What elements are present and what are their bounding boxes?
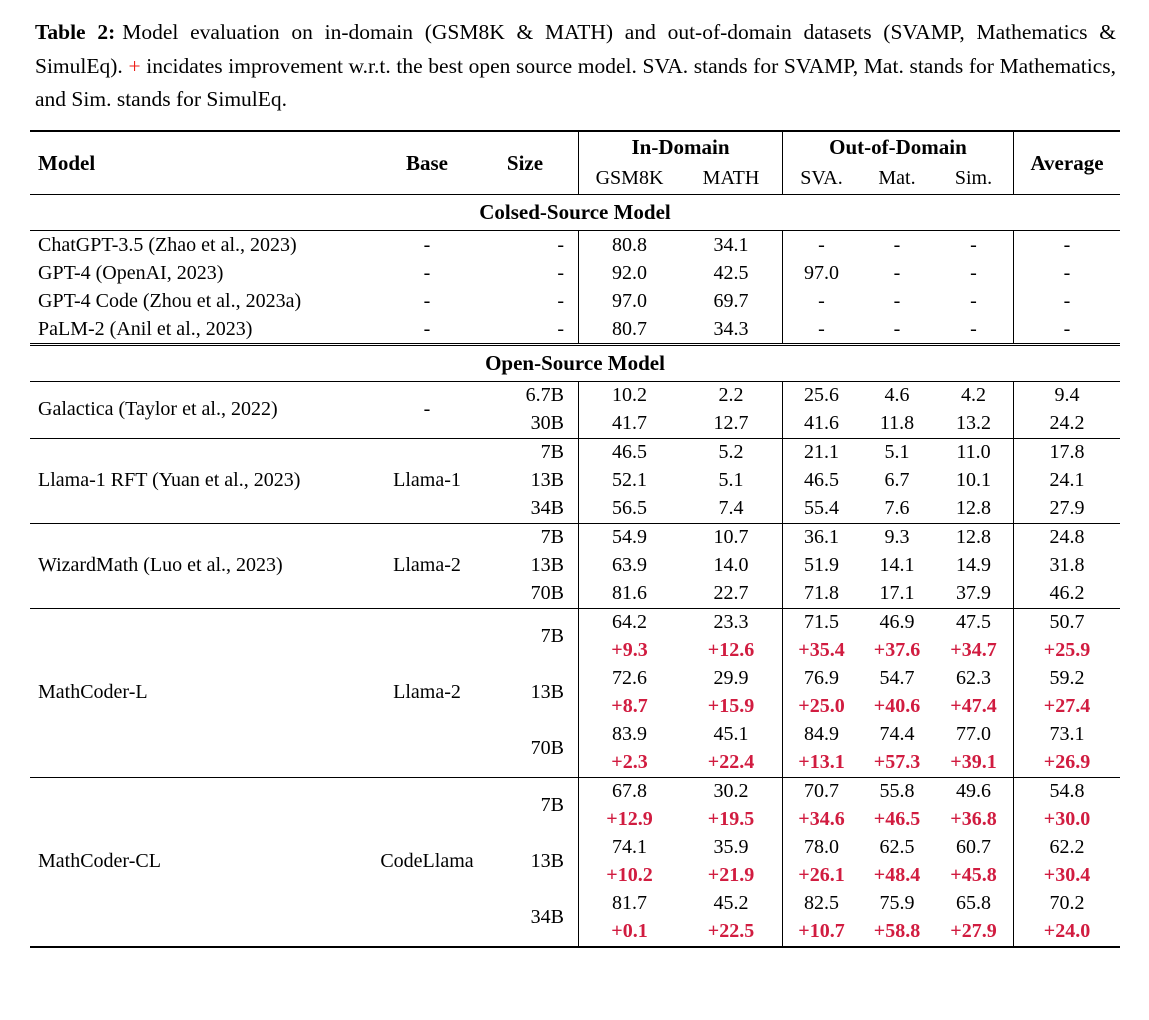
cell-model: ChatGPT-3.5 (Zhao et al., 2023) [38,233,297,256]
cell-gsm8k: 74.1 [578,834,680,862]
cell-delta-sim: +34.7 [950,639,997,661]
cell-sim: - [970,233,977,256]
cell-delta-mat: +48.4 [873,864,921,886]
cell-math: 5.2 [718,441,744,463]
cell-gsm8k: 72.6 [578,665,680,693]
cell-size: - [557,317,564,340]
cell-model: GPT-4 (OpenAI, 2023) [38,261,224,284]
cell-average: 73.1 [1013,721,1120,749]
cell-size: 13B [530,681,564,703]
cell-sva: 97.0 [782,259,860,287]
cell-mat: 4.6 [884,384,910,406]
cell-delta-mat: +46.5 [873,808,921,830]
cell-size: 34B [530,497,564,519]
cell-base: Llama-2 [393,554,461,576]
cell-delta-mat: +58.8 [873,920,921,942]
cell-sva: 46.5 [782,467,860,495]
cell-gsm8k: 92.0 [578,259,680,287]
cell-average: 50.7 [1013,609,1120,637]
cell-sim: 37.9 [956,582,991,604]
results-table [30,130,1120,949]
cell-sim: - [970,289,977,312]
cell-mat: 17.1 [879,582,915,604]
cell-math: 14.0 [713,554,749,576]
cell-delta-mat: +37.6 [873,639,921,661]
cell-size: 6.7B [525,384,564,406]
cell-gsm8k: 67.8 [578,778,680,806]
table-header-row [30,132,1120,194]
cell-gsm8k: 54.9 [578,524,680,552]
cell-size: 13B [530,469,564,491]
cell-sim: 10.1 [956,469,991,491]
cell-delta-math: +12.6 [707,639,755,661]
caption-label: Table 2: [35,20,116,44]
header-average: Average [1013,132,1120,194]
cell-sim: 14.9 [956,554,991,576]
closed-source-rows [30,231,1120,343]
cell-sva: 36.1 [782,524,860,552]
cell-sim: 77.0 [956,723,991,745]
cell-delta-sim: +47.4 [950,695,997,717]
cell-gsm8k: 10.2 [578,382,680,410]
cell-math: 2.2 [718,384,744,406]
cell-model: MathCoder-L [38,681,148,703]
cell-sva: 71.5 [782,609,860,637]
cell-base: - [423,289,431,312]
cell-delta-gsm8k: +8.7 [578,693,680,721]
header-in-domain: In-Domain [578,132,782,162]
group-mathcoder-l [30,609,1120,777]
cell-size: - [557,233,564,256]
cell-gsm8k: 80.8 [578,231,680,259]
group-mathcoder-cl [30,778,1120,946]
cell-math: 42.5 [713,261,749,284]
cell-size: 70B [530,737,564,759]
cell-math: 30.2 [713,780,749,802]
cell-sim: 60.7 [956,836,991,858]
cell-sva: 84.9 [782,721,860,749]
cell-math: 5.1 [718,469,744,491]
cell-average: 24.2 [1013,410,1120,438]
cell-mat: 46.9 [879,611,915,633]
cell-size: 7B [540,625,564,647]
cell-average: 62.2 [1013,834,1120,862]
cell-mat: - [893,289,901,312]
cell-delta-sva: +13.1 [782,749,860,777]
cell-mat: 14.1 [879,554,915,576]
cell-delta-math: +22.5 [707,920,755,942]
cell-mat: 74.4 [879,723,915,745]
cell-size: 30B [530,412,564,434]
cell-math: 7.4 [718,497,744,519]
cell-sim: - [970,261,977,284]
cell-mat: 7.6 [884,497,910,519]
cell-size: 7B [540,526,564,548]
cell-mat: - [893,261,901,284]
header-base: Base [406,150,448,175]
cell-average: 17.8 [1013,439,1120,467]
cell-gsm8k: 97.0 [578,287,680,315]
cell-model: Galactica (Taylor et al., 2022) [38,398,278,420]
cell-gsm8k: 46.5 [578,439,680,467]
cell-base: Llama-2 [393,681,461,703]
cell-delta-sim: +39.1 [950,751,997,773]
cell-sva: - [782,231,860,259]
cell-average: 27.9 [1013,495,1120,523]
table-caption [35,16,1116,117]
cell-sva: 21.1 [782,439,860,467]
cell-sim: 49.6 [956,780,991,802]
cell-base: - [423,233,431,256]
header-sva: SVA. [782,162,860,194]
cell-average: 24.8 [1013,524,1120,552]
cell-math: 29.9 [713,667,749,689]
closed-source-section-title: Colsed-Source Model [479,200,671,224]
caption-text-before-plus: Model evaluation on in-domain (GSM8K & MATH) and out-of-domain datasets (SVAMP, Mathematics & SimulEq). [35,20,1117,78]
cell-delta-sim: +36.8 [950,808,997,830]
cell-delta-average: +26.9 [1013,749,1120,777]
cell-math: 34.3 [713,317,749,340]
cell-delta-sim: +27.9 [950,920,997,942]
cell-delta-average: +27.4 [1013,693,1120,721]
cell-model: MathCoder-CL [38,850,161,872]
cell-delta-sva: +25.0 [782,693,860,721]
cell-gsm8k: 81.7 [578,890,680,918]
cell-average: - [1013,231,1120,259]
cell-mat: 9.3 [884,526,910,548]
cell-size: 7B [540,794,564,816]
cell-size: 7B [540,441,564,463]
cell-average: - [1013,287,1120,315]
bottom-rule [30,946,1120,949]
cell-math: 45.1 [713,723,749,745]
cell-average: 46.2 [1013,580,1120,608]
cell-sva: 76.9 [782,665,860,693]
cell-base: CodeLlama [380,850,474,872]
cell-delta-sva: +34.6 [782,806,860,834]
cell-delta-math: +15.9 [707,695,755,717]
header-size: Size [506,150,544,175]
cell-gsm8k: 63.9 [578,552,680,580]
cell-mat: 75.9 [879,892,915,914]
group-llama1-rft [30,439,1120,523]
cell-sim: - [970,317,977,340]
cell-delta-gsm8k: +0.1 [578,918,680,946]
cell-gsm8k: 80.7 [578,315,680,343]
cell-average: 9.4 [1013,382,1120,410]
cell-gsm8k: 64.2 [578,609,680,637]
cell-size: 13B [530,850,564,872]
cell-mat: 5.1 [884,441,910,463]
cell-delta-sva: +35.4 [782,637,860,665]
cell-average: - [1013,315,1120,343]
cell-sim: 62.3 [956,667,991,689]
cell-delta-math: +22.4 [707,751,755,773]
cell-average: - [1013,259,1120,287]
cell-base: - [423,317,431,340]
cell-math: 23.3 [713,611,749,633]
cell-gsm8k: 56.5 [578,495,680,523]
cell-size: 34B [530,906,564,928]
cell-model: Llama-1 RFT (Yuan et al., 2023) [38,469,301,491]
cell-delta-gsm8k: +12.9 [578,806,680,834]
cell-mat: 62.5 [879,836,915,858]
cell-math: 34.1 [713,233,749,256]
header-sim: Sim. [954,166,993,189]
group-galactica [30,382,1120,438]
cell-sva: 25.6 [782,382,860,410]
cell-average: 54.8 [1013,778,1120,806]
cell-sva: 70.7 [782,778,860,806]
cell-delta-math: +19.5 [707,808,755,830]
cell-sim: 4.2 [961,384,986,406]
cell-gsm8k: 83.9 [578,721,680,749]
cell-mat: 55.8 [879,780,915,802]
cell-mat: 11.8 [879,412,915,434]
cell-mat: 6.7 [884,469,910,491]
header-out-of-domain: Out-of-Domain [782,132,1013,162]
cell-sva: 51.9 [782,552,860,580]
cell-model: PaLM-2 (Anil et al., 2023) [38,317,253,340]
header-math: MATH [702,166,760,189]
cell-delta-mat: +57.3 [873,751,921,773]
cell-delta-sva: +10.7 [782,918,860,946]
cell-delta-average: +25.9 [1013,637,1120,665]
cell-model: WizardMath (Luo et al., 2023) [38,554,283,576]
cell-mat: - [893,317,901,340]
cell-sva: - [782,287,860,315]
cell-sim: 65.8 [956,892,991,914]
header-mat: Mat. [878,166,916,189]
cell-average: 59.2 [1013,665,1120,693]
open-source-section-title: Open-Source Model [485,350,665,375]
cell-sim: 13.2 [956,412,991,434]
cell-delta-sim: +45.8 [950,864,997,886]
cell-sva: 41.6 [782,410,860,438]
cell-math: 35.9 [713,836,749,858]
cell-size: 70B [530,582,564,604]
cell-gsm8k: 41.7 [578,410,680,438]
cell-delta-sva: +26.1 [782,862,860,890]
cell-gsm8k: 52.1 [578,467,680,495]
cell-model: GPT-4 Code (Zhou et al., 2023a) [38,289,302,312]
cell-sim: 11.0 [956,441,991,463]
cell-mat: - [893,233,901,256]
cell-delta-average: +24.0 [1013,918,1120,946]
group-wizardmath [30,524,1120,608]
cell-sva: 55.4 [782,495,860,523]
cell-gsm8k: 81.6 [578,580,680,608]
cell-delta-gsm8k: +10.2 [578,862,680,890]
cell-math: 22.7 [713,582,749,604]
cell-sva: - [782,315,860,343]
cell-delta-gsm8k: +2.3 [578,749,680,777]
cell-base: Llama-1 [393,469,461,491]
cell-mat: 54.7 [879,667,915,689]
caption-text-after-plus: incidates improvement w.r.t. the best open source model. SVA. stands for SVAMP, Mat. stands for Mathematics, and Sim. stands for SimulEq. [35,53,1116,111]
cell-math: 69.7 [713,289,749,312]
cell-sva: 78.0 [782,834,860,862]
cell-sva: 82.5 [782,890,860,918]
cell-delta-mat: +40.6 [873,695,921,717]
cell-size: 13B [530,554,564,576]
cell-math: 10.7 [713,526,749,548]
cell-size: - [557,261,564,284]
header-model: Model [38,150,96,175]
cell-base: - [423,261,431,284]
cell-average: 24.1 [1013,467,1120,495]
cell-sim: 47.5 [956,611,991,633]
cell-average: 70.2 [1013,890,1120,918]
cell-delta-math: +21.9 [707,864,755,886]
cell-delta-gsm8k: +9.3 [578,637,680,665]
cell-math: 12.7 [713,412,749,434]
cell-size: - [557,289,564,312]
cell-sva: 71.8 [782,580,860,608]
cell-average: 31.8 [1013,552,1120,580]
cell-sim: 12.8 [956,497,991,519]
cell-delta-average: +30.4 [1013,862,1120,890]
header-gsm8k: GSM8K [578,162,680,194]
cell-delta-average: +30.0 [1013,806,1120,834]
caption-plus-sign: + [128,53,141,78]
cell-sim: 12.8 [956,526,991,548]
cell-base: - [423,398,431,420]
cell-math: 45.2 [713,892,749,914]
